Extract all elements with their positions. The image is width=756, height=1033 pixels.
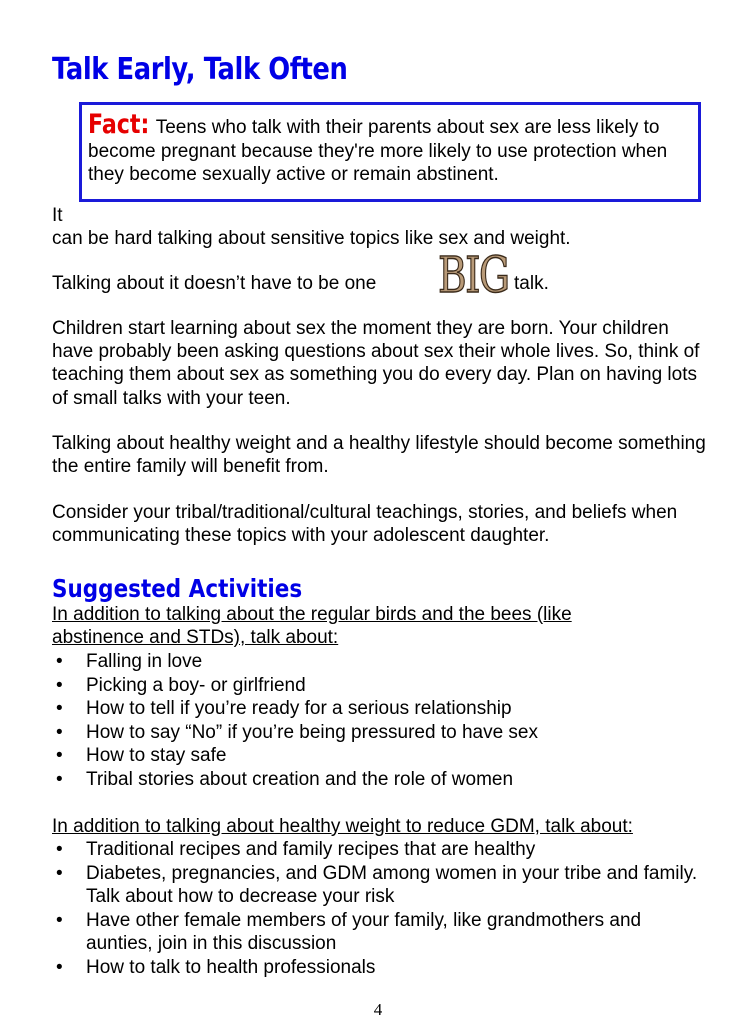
- list-item: • How to say “No” if you’re being pressured to have sex: [52, 721, 712, 745]
- section-heading-activities: Suggested Activities: [52, 574, 303, 603]
- list-item: • Have other female members of your family, like grandmothers and aunties, join in this discussion: [52, 909, 712, 956]
- paragraph-big-talk-before: Talking about it doesn’t have to be one: [52, 273, 377, 294]
- list-item: • How to tell if you’re ready for a serious relationship: [52, 697, 712, 721]
- fact-label: Fact:: [88, 109, 150, 140]
- paragraph-children-learning: Children start learning about sex the moment they are born. Your children have probably been asking questions about sex their whole lives. So, think of teaching them about sex as something you do every day. Plan on having lots of small talks with your teen.: [52, 318, 700, 409]
- list-item: • How to stay safe: [52, 744, 712, 768]
- activities-list-2: [52, 838, 712, 979]
- list-item: • Diabetes, pregnancies, and GDM among women in your tribe and family. Talk about how to decrease your risk: [52, 862, 712, 909]
- activities-intro-2: In addition to talking about healthy weight to reduce GDM, talk about:: [52, 816, 633, 837]
- page-title: Talk Early, Talk Often: [52, 52, 348, 87]
- paragraph-sensitive-topics: can be hard talking about sensitive topics like sex and weight.: [52, 228, 571, 249]
- activities-intro-1: In addition to talking about the regular birds and the bees (like abstinence and STDs), talk about:: [52, 604, 572, 649]
- paragraph-healthy-weight: Talking about healthy weight and a healthy lifestyle should become something the entire family will benefit from.: [52, 433, 706, 478]
- list-item: • Falling in love: [52, 650, 712, 674]
- list-item: • Tribal stories about creation and the role of women: [52, 768, 712, 792]
- big-word-art: BIG: [438, 246, 509, 304]
- activities-list-1: [52, 650, 712, 791]
- list-item: • How to talk to health professionals: [52, 956, 712, 980]
- page-number: 4: [373, 1000, 383, 1019]
- paragraph-tribal-teachings: Consider your tribal/traditional/cultural teachings, stories, and beliefs when communicating these topics with your adolescent daughter.: [52, 502, 678, 547]
- list-item: • Traditional recipes and family recipes that are healthy: [52, 838, 712, 862]
- paragraph-big-talk-after: talk.: [514, 273, 549, 294]
- paragraph-it: It: [52, 205, 63, 226]
- fact-text: Teens who talk with their parents about sex are less likely to become pregnant because they're more likely to use protection when they become sexually active or remain abstinent.: [88, 117, 668, 185]
- fact-callout-box: [79, 102, 701, 202]
- list-item: • Picking a boy- or girlfriend: [52, 674, 712, 698]
